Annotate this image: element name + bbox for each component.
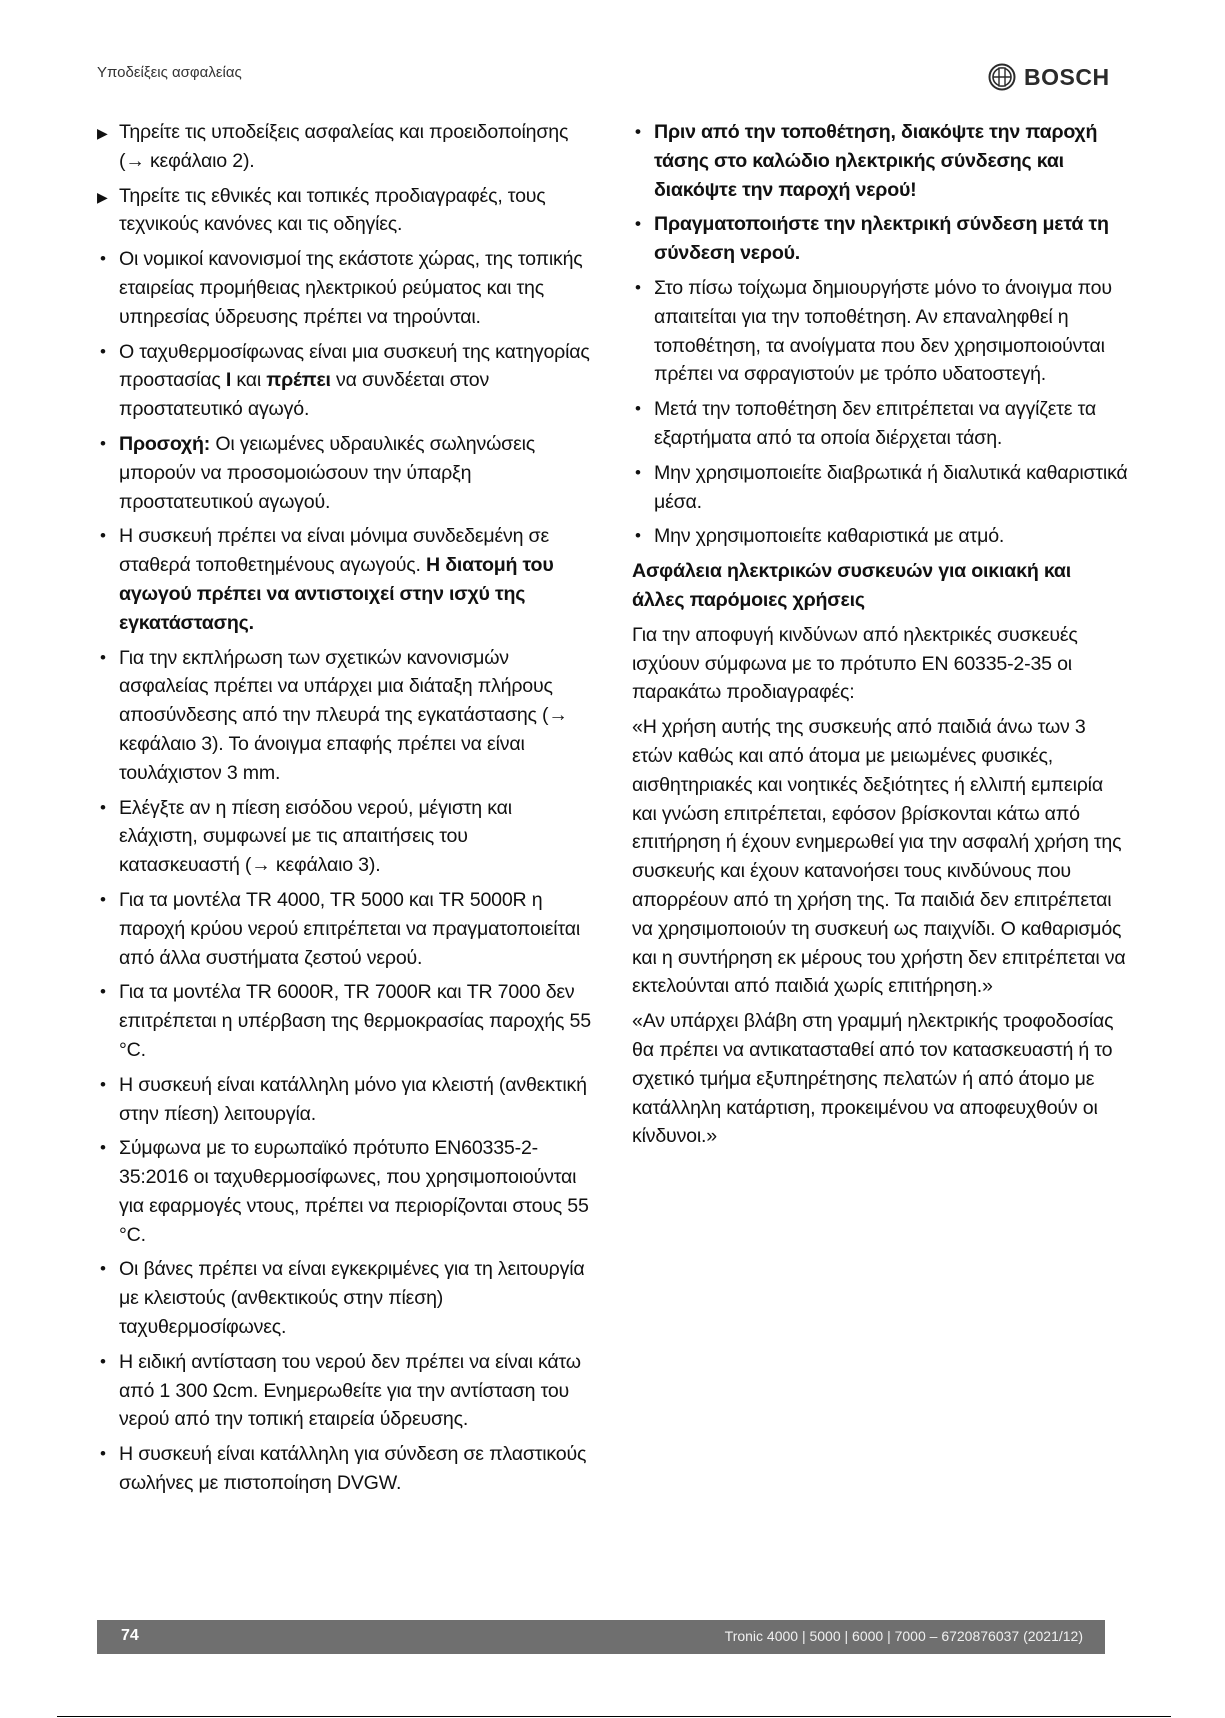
- item-text: Για τα μοντέλα TR 6000R, TR 7000R και TR 7000 δεν επιτρέπεται η υπέρβαση της θερμοκρασίας παροχής 55 °C.: [119, 981, 591, 1061]
- right-column: [632, 118, 1128, 1157]
- bullet-icon: •: [100, 526, 106, 546]
- item-text: Η συσκευή πρέπει να είναι μόνιμα συνδεδεμένη σε σταθερά τοποθετημένους αγωγούς.: [119, 525, 549, 577]
- list-item-warning: [632, 210, 1128, 268]
- bottom-rule: [57, 1716, 1171, 1717]
- bullet-icon: •: [100, 341, 106, 361]
- arrow-icon: ▶: [97, 125, 108, 141]
- bullet-icon: •: [635, 277, 641, 297]
- item-text: Ελέγξτε αν η πίεση εισόδου νερού, μέγιστη και ελάχιστη, συμφωνεί με τις απαιτήσεις του κατασκευαστή (→ κεφάλαιο 3).: [119, 796, 512, 877]
- item-text: και: [231, 369, 267, 392]
- bosch-logo: [988, 62, 1110, 92]
- footer-bar: [97, 1620, 1105, 1654]
- item-text: Μετά την τοποθέτηση δεν επιτρέπεται να αγγίζετε τα εξαρτήματα από τα οποία διέρχεται τάση.: [654, 398, 1096, 449]
- list-item: [97, 1134, 591, 1249]
- list-item: [97, 644, 591, 788]
- arrow-icon: ▶: [97, 188, 108, 205]
- bullet-icon: •: [100, 797, 106, 817]
- item-text: Η συσκευή είναι κατάλληλη μόνο για κλειστή (ανθεκτική στην πίεση) λειτουργία.: [119, 1073, 587, 1125]
- section-heading: Ασφάλεια ηλεκτρικών συσκευών για οικιακή και άλλες παρόμοιες χρήσεις: [632, 560, 1072, 611]
- list-item: [97, 338, 591, 424]
- item-text: Μην χρησιμοποιείτε καθαριστικά με ατμό.: [654, 525, 1005, 548]
- item-text: Τηρείτε τις εθνικές και τοπικές προδιαγραφές, τους τεχνικούς κανόνες και τις οδηγίες.: [119, 184, 546, 236]
- item-text: Στο πίσω τοίχωμα δημιουργήστε μόνο το άνοιγμα που απαιτείται για την τοποθέτηση. Αν επαναληφθεί η τοποθέτηση, τα ανοίγματα που δεν χρησιμοποιούνται πρέπει να σφραγιστούν με τρόπο υδατοστεγή.: [654, 276, 1112, 386]
- bullet-icon: •: [635, 399, 641, 419]
- item-text-bold: Προσοχή:: [119, 432, 211, 455]
- paragraph: «Η χρήση αυτής της συσκευής από παιδιά άνω των 3 ετών καθώς και από άτομα με μειωμένες φυσικές, αισθητηριακές και νοητικές δεξιότητες ή ελλιπή εμπειρία και γνώση επιτρέπεται, εφόσον βρίσκονται κάτω από επιτήρηση ή έχουν ενημερωθεί για την ασφαλή χρήση της συσκευής και έχουν κατανοήσει τους κινδύνους που απορρέουν από τη χρήση της. Τα παιδιά δεν επιτρέπεται να χρησιμοποιούν τη συσκευή ως παιχνίδι. Ο καθαρισμός και η συντήρηση εκ μέρους του χρήστη δεν επιτρέπεται να εκτελούνται από παιδιά χωρίς επιτήρηση.»: [632, 716, 1126, 998]
- paragraph: «Αν υπάρχει βλάβη στη γραμμή ηλεκτρικής τροφοδοσίας θα πρέπει να αντικατασταθεί από τον κατασκευαστή ή το σχετικό τμήμα εξυπηρέτησης πελατών ή από άτομο με κατάλληλη κατάρτιση, προκειμένου να αποφευχθούν οι κίνδυνοι.»: [632, 1010, 1114, 1148]
- bullet-icon: •: [100, 1351, 106, 1371]
- item-text-bold: Πριν από την τοποθέτηση, διακόψτε την παροχή τάσης στο καλώδιο ηλεκτρικής σύνδεσης και διακόψτε την παροχή νερού!: [654, 121, 1098, 201]
- item-text: Μην χρησιμοποιείτε διαβρωτικά ή διαλυτικά καθαριστικά μέσα.: [654, 461, 1128, 513]
- list-item: [97, 430, 591, 516]
- list-item: [97, 886, 591, 972]
- section-title: Υποδείξεις ασφαλείας: [97, 64, 242, 81]
- bullet-icon: •: [100, 249, 106, 269]
- document-reference: Tronic 4000 | 5000 | 6000 | 7000 – 6720876037 (2021/12): [724, 1628, 1083, 1644]
- bullet-icon: •: [100, 889, 106, 909]
- list-item: [632, 395, 1128, 453]
- item-text: να συνδέεται στον προστατευτικό αγωγό.: [119, 369, 490, 421]
- item-text-bold: I: [225, 369, 232, 392]
- list-item: [97, 522, 591, 637]
- item-text: Για την εκπλήρωση των σχετικών κανονισμών ασφαλείας πρέπει να υπάρχει μια διάταξη πλήρους αποσύνδεσης από την πλευρά της εγκατάστασης (→ κεφάλαιο 3). Το άνοιγμα επαφής πρέπει να είναι τουλάχιστον 3 mm.: [119, 646, 568, 784]
- bullet-icon: •: [100, 1074, 106, 1094]
- item-text: Ο ταχυθερμοσίφωνας είναι μια συσκευή της κατηγορίας προστασίας: [119, 340, 590, 392]
- bullet-icon: •: [635, 526, 641, 546]
- list-item: [632, 522, 1128, 551]
- item-text: Τηρείτε τις υποδείξεις ασφαλείας και προειδοποίησης (→ κεφάλαιο 2).: [119, 121, 569, 172]
- paragraph: Για την αποφυγή κινδύνων από ηλεκτρικές συσκευές ισχύουν σύμφωνα με το πρότυπο EN 60335-2-35 οι παρακάτω προδιαγραφές:: [632, 623, 1078, 704]
- item-text: Η ειδική αντίσταση του νερού δεν πρέπει να είναι κάτω από 1 300 Ωcm. Ενημερωθείτε για την αντίσταση του νερού από την τοπική εταιρεία ύδρευσης.: [119, 1350, 581, 1431]
- list-item: [97, 1440, 591, 1498]
- bullet-icon: •: [100, 1259, 106, 1279]
- item-text: Η συσκευή είναι κατάλληλη για σύνδεση σε πλαστικούς σωλήνες με πιστοποίηση DVGW.: [119, 1443, 587, 1495]
- item-text: Οι νομικοί κανονισμοί της εκάστοτε χώρας, της τοπικής εταιρείας προμήθειας ηλεκτρικού ρεύματος και της υπηρεσίας ύδρευσης πρέπει να τηρούνται.: [119, 248, 583, 328]
- list-item: [97, 1348, 591, 1434]
- page-number: 74: [121, 1627, 139, 1644]
- item-text: Για τα μοντέλα TR 4000, TR 5000 και TR 5000R η παροχή κρύου νερού επιτρέπεται να πραγματοποιείται από άλλα συστήματα ζεστού νερού.: [119, 888, 581, 969]
- left-column: [97, 118, 591, 1504]
- bullet-icon: •: [100, 982, 106, 1002]
- bullet-icon: •: [635, 214, 641, 234]
- list-item: [97, 978, 591, 1064]
- item-text: Σύμφωνα με το ευρωπαϊκό πρότυπο EN60335-2-35:2016 οι ταχυθερμοσίφωνες, που χρησιμοποιούνται για εφαρμογές ντους, πρέπει να περιορίζονται στους 55 °C.: [119, 1137, 589, 1246]
- list-item: [97, 794, 591, 880]
- instruction-item: [97, 118, 591, 176]
- bullet-icon: •: [100, 1444, 106, 1464]
- bullet-icon: •: [100, 1138, 106, 1158]
- brand-name: BOSCH: [1024, 63, 1110, 90]
- bosch-armature-icon: [988, 63, 1016, 91]
- list-item: [97, 1071, 591, 1129]
- item-text: Οι βάνες πρέπει να είναι εγκεκριμένες για τη λειτουργία με κλειστούς (ανθεκτικούς στην πίεση) ταχυθερμοσίφωνες.: [119, 1258, 585, 1339]
- bullet-icon: •: [635, 122, 641, 141]
- list-item: [632, 274, 1128, 389]
- item-text-bold: Πραγματοποιήστε την ηλεκτρική σύνδεση μετά τη σύνδεση νερού.: [654, 213, 1109, 265]
- instruction-item: [97, 182, 591, 240]
- list-item: [632, 459, 1128, 517]
- bullet-icon: •: [100, 647, 106, 667]
- item-text-bold: Η διατομή του αγωγού πρέπει να αντιστοιχεί στην ισχύ της εγκατάστασης.: [119, 554, 554, 634]
- item-text: Οι γειωμένες υδραυλικές σωληνώσεις μπορούν να προσομοιώσουν την ύπαρξη προστατευτικού αγωγού.: [119, 432, 535, 513]
- bullet-icon: •: [635, 462, 641, 482]
- list-item: [97, 245, 591, 331]
- item-text-bold: πρέπει: [266, 369, 331, 392]
- bullet-icon: •: [100, 433, 106, 453]
- list-item-warning: [632, 118, 1128, 204]
- list-item: [97, 1255, 591, 1341]
